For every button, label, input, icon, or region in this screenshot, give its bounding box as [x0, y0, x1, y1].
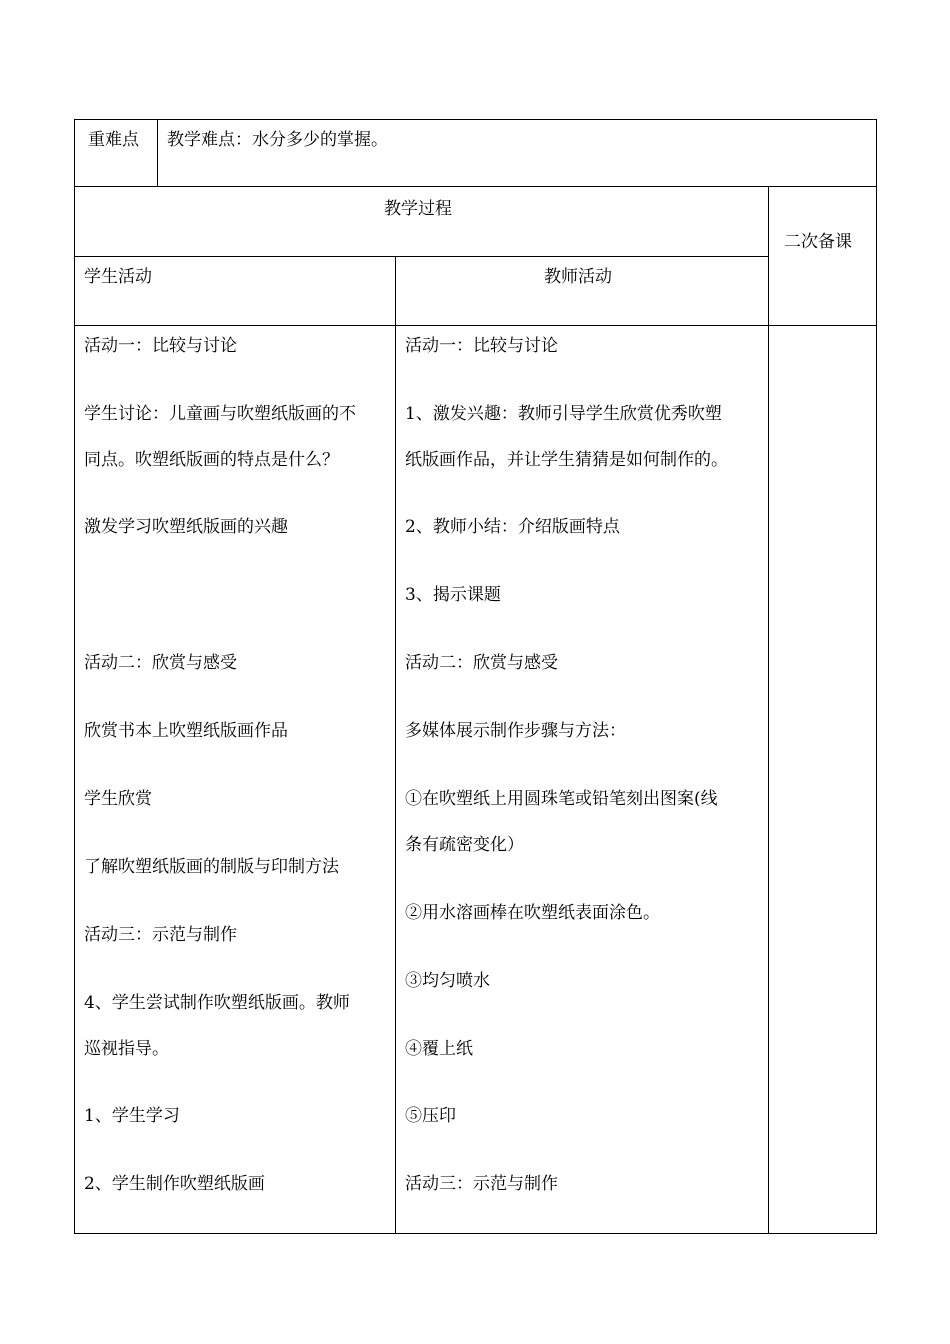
- teacher-line: ①在吹塑纸上用圆珠笔或铅笔刻出图案(线: [405, 789, 718, 809]
- table-border-left: [74, 119, 75, 1234]
- table-border-right: [876, 119, 877, 1234]
- teacher-line: ⑤压印: [405, 1106, 456, 1126]
- teacher-line: ④覆上纸: [405, 1039, 473, 1059]
- process-title: 教学过程: [384, 199, 452, 219]
- student-line: 活动二：欣赏与感受: [84, 653, 237, 673]
- student-line: 活动三：示范与制作: [84, 925, 237, 945]
- col-divider-student-teacher: [395, 256, 396, 1234]
- teacher-line: 活动一：比较与讨论: [405, 336, 558, 356]
- table-border-top: [74, 119, 877, 120]
- teacher-line: 多媒体展示制作步骤与方法：: [405, 721, 626, 741]
- col-divider-label: [157, 119, 158, 187]
- student-line: 4、学生尝试制作吹塑纸版画。教师: [84, 993, 350, 1013]
- teacher-line: 1、激发兴趣：教师引导学生欣赏优秀吹塑: [405, 404, 722, 424]
- student-line: 同点。吹塑纸版画的特点是什么？: [84, 450, 339, 470]
- teacher-line: 活动三：示范与制作: [405, 1174, 558, 1194]
- student-line: 激发学习吹塑纸版画的兴趣: [84, 517, 288, 537]
- teacher-line: 条有疏密变化）: [405, 835, 524, 855]
- student-line: 学生讨论：儿童画与吹塑纸版画的不: [84, 404, 356, 424]
- teacher-line: 纸版画作品，并让学生猜猜是如何制作的。: [405, 450, 728, 470]
- table-border-bottom: [74, 1233, 877, 1234]
- key-points-label: 重难点: [88, 130, 139, 150]
- teacher-line: 3、揭示课题: [405, 585, 501, 605]
- second-prep-label: 二次备课: [784, 232, 852, 252]
- teacher-line: 活动二：欣赏与感受: [405, 653, 558, 673]
- student-line: 学生欣赏: [84, 789, 152, 809]
- row-divider-headers: [74, 325, 877, 326]
- student-line: 了解吹塑纸版画的制版与印制方法: [84, 857, 339, 877]
- teacher-line: ③均匀喷水: [405, 971, 490, 991]
- teacher-line: ②用水溶画棒在吹塑纸表面涂色。: [405, 903, 660, 923]
- key-points-content: 教学难点：水分多少的掌握。: [167, 130, 388, 150]
- teacher-activity-header: 教师活动: [544, 267, 612, 287]
- row-divider-process-title: [74, 256, 768, 257]
- col-divider-second-prep: [768, 186, 769, 1234]
- row-divider-1: [74, 186, 877, 187]
- teacher-line: 2、教师小结：介绍版画特点: [405, 517, 620, 537]
- student-line: 活动一：比较与讨论: [84, 336, 237, 356]
- student-line: 1、学生学习: [84, 1106, 180, 1126]
- student-line: 2、学生制作吹塑纸版画: [84, 1174, 265, 1194]
- student-line: 巡视指导。: [84, 1039, 169, 1059]
- student-activity-header: 学生活动: [84, 267, 152, 287]
- student-line: 欣赏书本上吹塑纸版画作品: [84, 721, 288, 741]
